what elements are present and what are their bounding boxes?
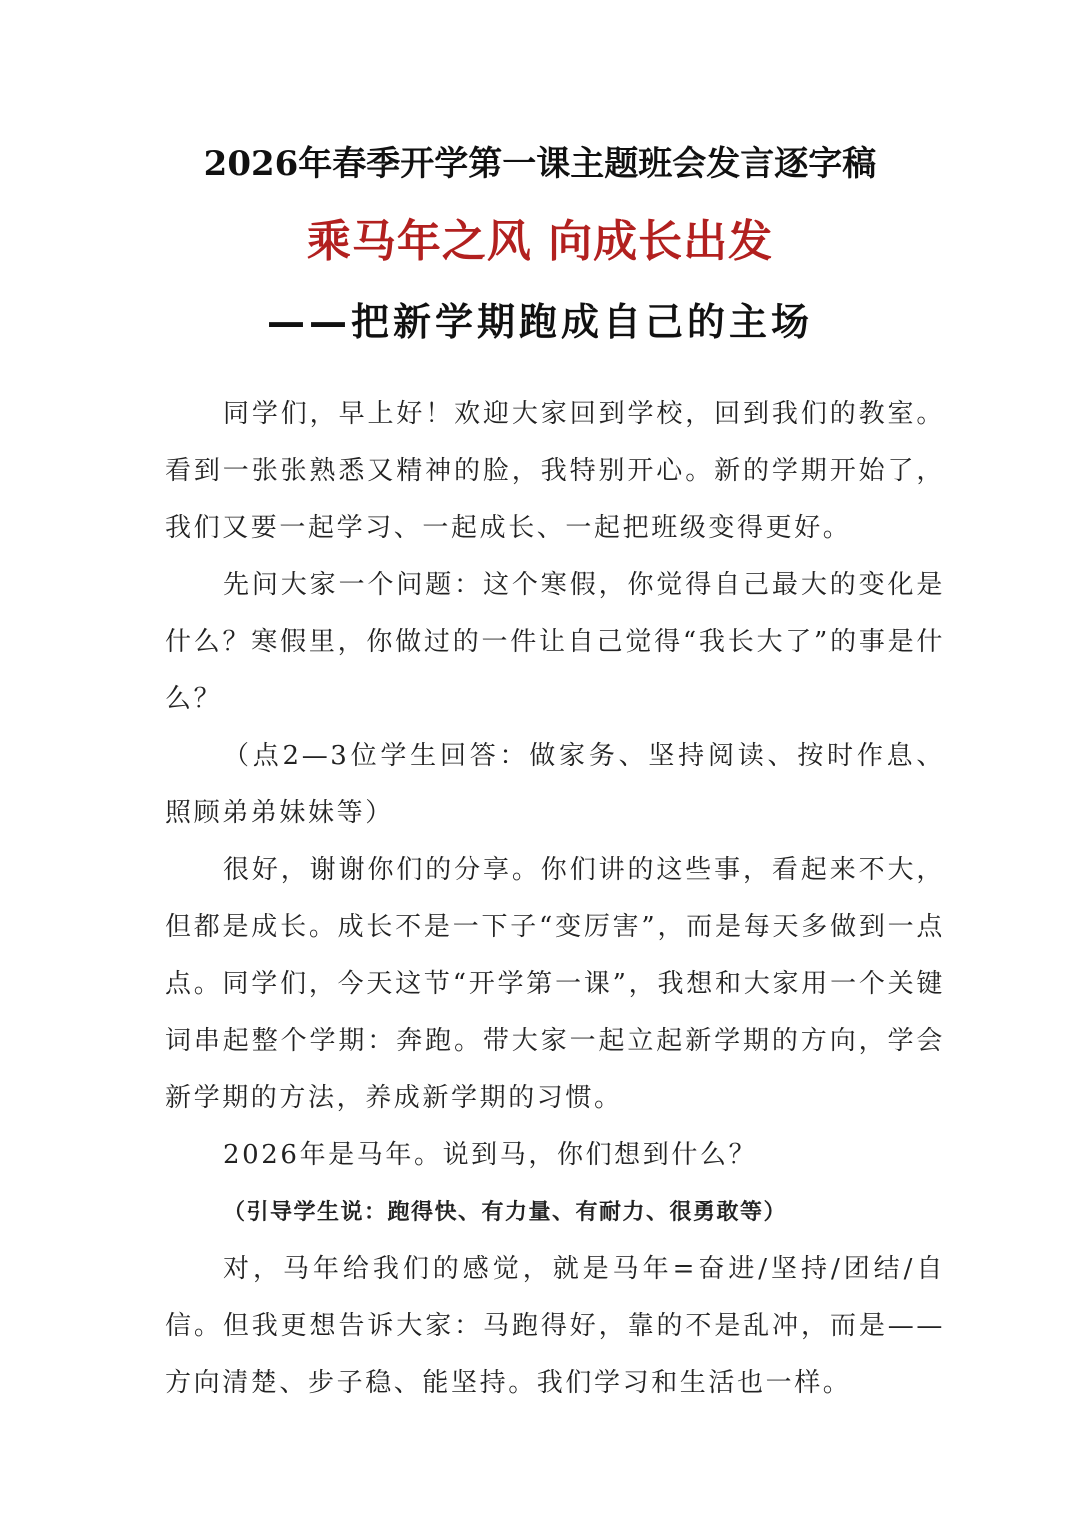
paragraph-greeting: 同学们，早上好！欢迎大家回到学校，回到我们的教室。看到一张张熟悉又精神的脸，我特别开心。新的学期开始了，我们又要一起学习、一起成长、一起把班级变得更好。 [165, 399, 945, 543]
paragraph-question: 先问大家一个问题：这个寒假，你觉得自己最大的变化是什么？寒假里，你做过的一件让自己觉得“我长大了”的事是什么？ [165, 570, 945, 714]
document-subtitle: ——把新学期跑成自己的主场 [266, 300, 813, 344]
paragraph-horse-meaning: 对，马年给我们的感觉，就是马年=奋进/坚持/团结/自信。但我更想告诉大家：马跑得好，靠的不是乱冲，而是——方向清楚、步子稳、能坚持。我们学习和生活也一样。 [165, 1254, 945, 1398]
document-headline: 乘马年之风 向成长出发 [306, 216, 774, 267]
speech-body [165, 386, 945, 1412]
paragraph-growth: 很好，谢谢你们的分享。你们讲的这些事，看起来不大，但都是成长。成长不是一下子“变厉害”，而是每天多做到一点点。同学们，今天这节“开学第一课”，我想和大家用一个关键词串起整个学期：奔跑。带大家一起立起新学期的方向，学会新学期的方法，养成新学期的习惯。 [165, 855, 945, 1113]
paragraph-guide-note: （引导学生说：跑得快、有力量、有耐力、很勇敢等） [223, 1199, 788, 1225]
paragraph-horse-year: 2026年是马年。说到马，你们想到什么？ [223, 1140, 758, 1170]
document-title: 2026年春季开学第一课主题班会发言逐字稿 [203, 144, 877, 184]
paragraph-student-answers: （点2—3位学生回答：做家务、坚持阅读、按时作息、照顾弟弟妹妹等） [165, 741, 945, 828]
